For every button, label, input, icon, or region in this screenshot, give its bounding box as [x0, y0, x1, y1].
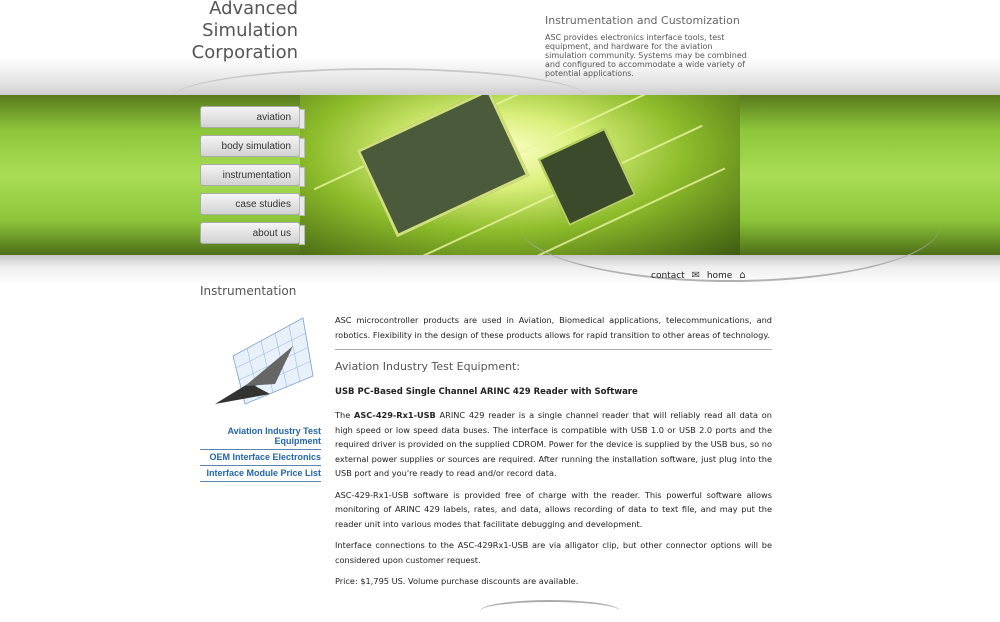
logo-line-2: Simulation [202, 20, 298, 41]
product-paragraph-2: ASC-429-Rx1-USB software is provided free of charge with the reader. This powerful software allows monitoring of ARINC 429 labels, rates, and data, allows recording of data to text file, and may put the reader unit into various modes that facilitate debugging and development. [335, 489, 772, 529]
nav-body-simulation[interactable]: body simulation [200, 135, 300, 157]
page-title: Instrumentation [200, 284, 297, 298]
logo[interactable] [190, 0, 298, 64]
sidebar-links [200, 424, 321, 482]
tagline-text: ASC provides electronics interface tools, test equipment, and hardware for the aviation simulation community. Systems may be combined and configured to accommodate a wide variety of potential applications. [545, 33, 747, 78]
p1-prefix: The [335, 410, 354, 420]
nav-about-us[interactable]: about us [200, 222, 300, 244]
product-name: ASC-429-Rx1-USB [353, 410, 436, 420]
nav-instrumentation[interactable]: instrumentation [200, 164, 300, 186]
intro-paragraph: ASC microcontroller products are used in Aviation, Biomedical applications, telecommunications, and robotics. Flexibility in the design of these products allows for rapid transition to other areas of technology. [335, 315, 772, 340]
nav-aviation[interactable]: aviation [200, 106, 300, 128]
logo-line-1: Advanced [209, 0, 298, 19]
nav-case-studies[interactable]: case studies [200, 193, 300, 215]
home-link[interactable]: home [706, 271, 733, 281]
tagline-title: Instrumentation and Customization [545, 14, 740, 27]
top-links [651, 270, 750, 281]
product-paragraph-3: Interface connections to the ASC-429Rx1-USB are via alligator clip, but other connector options will be considered upon customer request. [335, 540, 772, 565]
banner-swoosh [520, 170, 940, 282]
envelope-icon[interactable]: ✉ [691, 270, 700, 281]
main-nav [200, 106, 308, 251]
footer-swoosh [480, 600, 620, 622]
p1-rest: ARINC 429 reader is a single channel reader that will reliably read all data on high speed or low speed data buses. The interface is compatible with USB 1.0 or USB 2.0 ports and the required driver is provided on the supplied CDROM. Power for the device is supplied by the USB bus, so no external power supplies or sources are required. After running the installation software, just plug into the USB port and you're ready to read and/or record data. [335, 410, 772, 478]
product-title: USB PC-Based Single Channel ARINC 429 Reader with Software [335, 386, 638, 397]
wireframe-graphic [215, 316, 315, 408]
logo-line-3: Corporation [191, 42, 298, 63]
section-title: Aviation Industry Test Equipment: [335, 360, 521, 373]
contact-link[interactable]: contact [651, 271, 685, 281]
main-content [335, 313, 772, 596]
product-paragraph-1 [335, 408, 772, 481]
home-icon[interactable]: ⌂ [739, 270, 746, 281]
sidebar-link-aviation-test-equipment[interactable]: Aviation Industry Test Equipment [200, 424, 321, 450]
content-divider [335, 349, 772, 350]
price-paragraph: Price: $1,795 US. Volume purchase discounts are available. [335, 576, 579, 586]
sidebar-link-oem-interface[interactable]: OEM Interface Electronics [200, 450, 321, 466]
sidebar-link-price-list[interactable]: Interface Module Price List [200, 466, 321, 482]
